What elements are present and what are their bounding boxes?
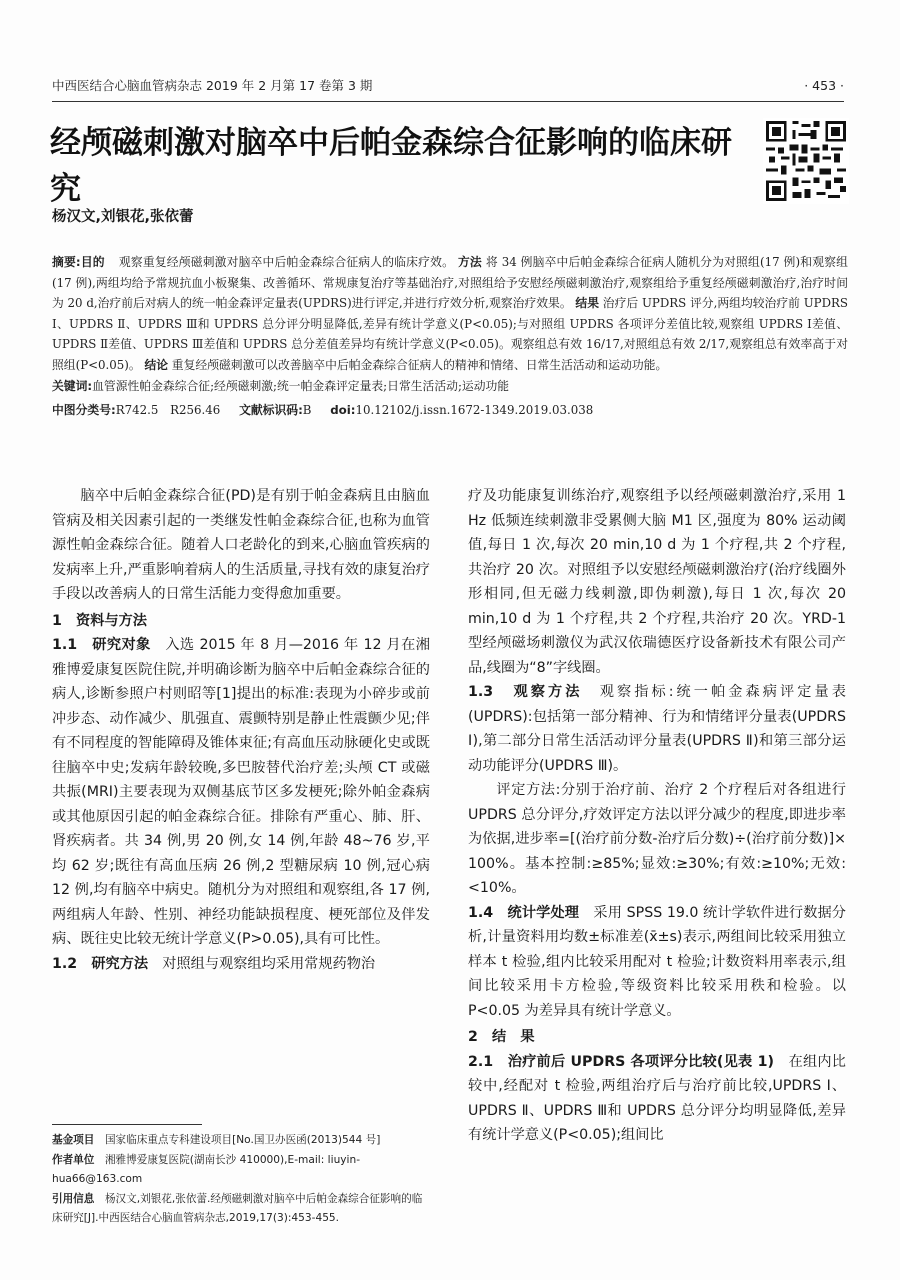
methods-text: 将 34 例脑卒中后帕金森综合征病人随机分为对照组(17 例)和观察组(17 例),两组均给予常规抗血小板聚集、改善循环、常规康复治疗等基础治疗,对照组给予安慰经颅磁刺激治疗,观察组给予重复经颅磁刺激治疗,治疗时间为 20 d,治疗前后对病人的统一帕金森评定量表(UPDRS)进行评定,并进行疗效分析,观察治疗效果。: [52, 255, 848, 311]
subsection-heading: 1.3 观察方法: [468, 684, 583, 700]
subsection-statistics: [468, 901, 846, 1024]
citation-text: 杨汉文,刘银花,张依蕾.经颅磁刺激对脑卒中后帕金森综合征影响的临床研究[J].中西医结合心脑血管病杂志,2019,17(3):453-455.: [52, 1192, 423, 1224]
header-divider: [52, 101, 844, 102]
conclusion-text: 重复经颅磁刺激可以改善脑卒中后帕金森综合征病人的精神和情绪、日常生活活动和运动功能。: [171, 357, 668, 372]
doi-label: doi:: [330, 403, 356, 418]
classification-line: [52, 400, 848, 421]
footnote-divider: [52, 1124, 202, 1125]
subsection-heading: 1.4 统计学处理: [468, 904, 580, 921]
journal-citation: 中西医结合心脑血管病杂志 2019 年 2 月第 17 卷第 3 期: [52, 78, 373, 93]
fund-text: 国家临床重点专科建设项目[No.国卫办医函(2013)544 号]: [104, 1134, 381, 1146]
clc-value: R742.5 R256.46: [115, 403, 221, 418]
abstract-block: [52, 252, 848, 421]
abstract-label: 摘要:: [52, 255, 81, 269]
results-label: 结果: [575, 296, 600, 311]
methods-label: 方法: [457, 255, 482, 269]
body-column-right: [468, 484, 846, 1148]
author-list: 杨汉文,刘银花,张依蕾: [52, 209, 194, 225]
section-heading-methods: 1 资料与方法: [52, 612, 147, 629]
objective-text: 观察重复经颅磁刺激对脑卒中后帕金森综合征病人的临床疗效。: [118, 255, 455, 269]
citation-note: [52, 1190, 430, 1229]
body-column-left: [52, 484, 430, 976]
subsection-heading: 1.2 研究方法: [52, 955, 149, 972]
subsection-heading: 2.1 治疗前后 UPDRS 各项评分比较(见表 1): [468, 1053, 774, 1070]
subsection-updrs-comparison: [468, 1050, 846, 1148]
subsection-text: 观察指标:统一帕金森病评定量表(UPDRS):包括第一部分精神、行为和情绪评分量表(UPDRS Ⅰ),第二部分日常生活活动评分量表(UPDRS Ⅱ)和第三部分运动功能评分(UPDRS Ⅲ)。: [468, 684, 846, 774]
subsection-text: 在组内比较中,经配对 t 检验,两组治疗后与治疗前比较,UPDRS Ⅰ、UPDRS Ⅱ、UPDRS Ⅲ和 UPDRS 总分评分均明显降低,差异有统计学意义(P<0.05);组间比: [468, 1053, 846, 1143]
article-title: 经颅磁刺激对脑卒中后帕金森综合征影响的临床研究: [50, 125, 732, 207]
footnotes: [52, 1131, 430, 1229]
objective-label: 目的: [80, 255, 105, 269]
doi-link[interactable]: 10.12102/j.issn.1672-1349.2019.03.038: [355, 403, 594, 418]
affiliation-text: 湘雅博爱康复医院(湖南长沙 410000),E-mail: liuyin-hua66@163.com: [52, 1153, 361, 1185]
subsection-text: 采用 SPSS 19.0 统计学软件进行数据分析,计量资料用均数±标准差(x̄±s)表示,两组间比较采用独立样本 t 检验,组内比较采用配对 t 检验;计数资料用率表示,组间比较采用卡方检验,等级资料比较采用秩和检验。以 P<0.05 为差异具有统计学意义。: [468, 904, 846, 1019]
intro-paragraph: 脑卒中后帕金森综合征(PD)是有别于帕金森病且由脑血管病及相关因素引起的一类继发性帕金森综合征,也称为血管源性帕金森综合征。随着人口老龄化的到来,心脑血管疾病的发病率上升,严重影响着病人的生活质量,寻找有效的康复治疗手段以改善病人的日常生活能力变得愈加重要。: [52, 488, 430, 602]
citation-label: 引用信息: [52, 1192, 95, 1205]
fund-note: [52, 1131, 430, 1151]
clc-label: 中图分类号:: [52, 403, 116, 418]
subsection-observation: [468, 680, 846, 778]
qr-code-icon[interactable]: [763, 118, 849, 204]
section-heading-results: 2 结 果: [468, 1029, 535, 1045]
keywords-text: 血管源性帕金森综合征;经颅磁刺激;统一帕金森评定量表;日常生活活动;运动功能: [92, 378, 510, 393]
results-text: 治疗后 UPDRS 评分,两组均较治疗前 UPDRS Ⅰ、UPDRS Ⅱ、UPDRS Ⅲ和 UPDRS 总分评分明显降低,差异有统计学意义(P<0.05);与对照组 UPDRS 各项评分差值比较,观察组 UPDRS Ⅰ差值、UPDRS Ⅱ差值、UPDRS Ⅲ差值和 UPDRS 总分差值差异均有统计学意义(P<0.05)。观察组总有效 16/17,对照组总有效 2/17,观察组总有效率高于对照组(P<0.05)。: [52, 296, 849, 372]
keywords-line: [52, 376, 848, 397]
method-continuation: 疗及功能康复训练治疗,观察组予以经颅磁刺激治疗,采用 1 Hz 低频连续刺激非受累侧大脑 M1 区,强度为 80% 运动阈值,每日 1 次,每次 20 min,10 d 为 1 个疗程,共 2 个疗程,共治疗 20 次。对照组予以安慰经颅磁刺激治疗(治疗线圈外形相同,但无磁力线刺激,即伪刺激),每日 1 次,每次 20 min,10 d 为 1 个疗程,共 2 个疗程,共治疗 20 次。YRD-1 型经颅磁场刺激仪为武汉依瑞德医疗设备新技术有限公司产品,线圈为“8”字线圈。: [468, 488, 846, 676]
abstract-paragraph: [52, 252, 848, 376]
evaluation-paragraph: 评定方法:分别于治疗前、治疗 2 个疗程后对各组进行 UPDRS 总分评分,疗效评定方法以评分减少的程度,即进步率为依据,进步率=[(治疗前分数-治疗后分数)÷(治疗前分数)]× 100%。基本控制:≥85%;显效:≥30%;有效:≥10%;无效:<10%。: [468, 782, 846, 896]
subsection-text: 对照组与观察组均采用常规药物治: [162, 955, 376, 972]
doc-code-value: B: [302, 403, 312, 418]
subsection-subjects: [52, 633, 430, 952]
affiliation-note: [52, 1151, 430, 1190]
subsection-heading: 1.1 研究对象: [52, 637, 151, 653]
subsection-method: [52, 952, 430, 977]
page-number: · 453 ·: [804, 78, 844, 93]
fund-label: 基金项目: [52, 1134, 95, 1146]
doc-code-label: 文献标识码:: [239, 403, 303, 418]
affiliation-label: 作者单位: [52, 1153, 95, 1166]
conclusion-label: 结论: [144, 357, 169, 372]
running-header: [52, 76, 844, 96]
keywords-label: 关键词:: [52, 378, 93, 393]
subsection-text: 入选 2015 年 8 月—2016 年 12 月在湘雅博爱康复医院住院,并明确诊断为脑卒中后帕金森综合征的病人,诊断参照户村则昭等[1]提出的标准:表现为小碎步或前冲步态、动作减少、肌强直、震颤特别是静止性震颤少见;伴有不同程度的智能障碍及锥体束征;有高血压动脉硬化史或既往脑卒中史;发病年龄较晚,多巴胺替代治疗差;头颅 CT 或磁共振(MRI)主要表现为双侧基底节区多发梗死;除外帕金森病或其他原因引起的帕金森综合征。排除有严重心、肺、肝、肾疾病者。共 34 例,男 20 例,女 14 例,年龄 48~76 岁,平均 62 岁;既往有高血压病 26 例,2 型糖尿病 10 例,冠心病 12 例,均有脑卒中病史。随机分为对照组和观察组,各 17 例,两组病人年龄、性别、神经功能缺损程度、梗死部位及伴发病、既往史比较无统计学意义(P>0.05),具有可比性。: [52, 637, 430, 947]
